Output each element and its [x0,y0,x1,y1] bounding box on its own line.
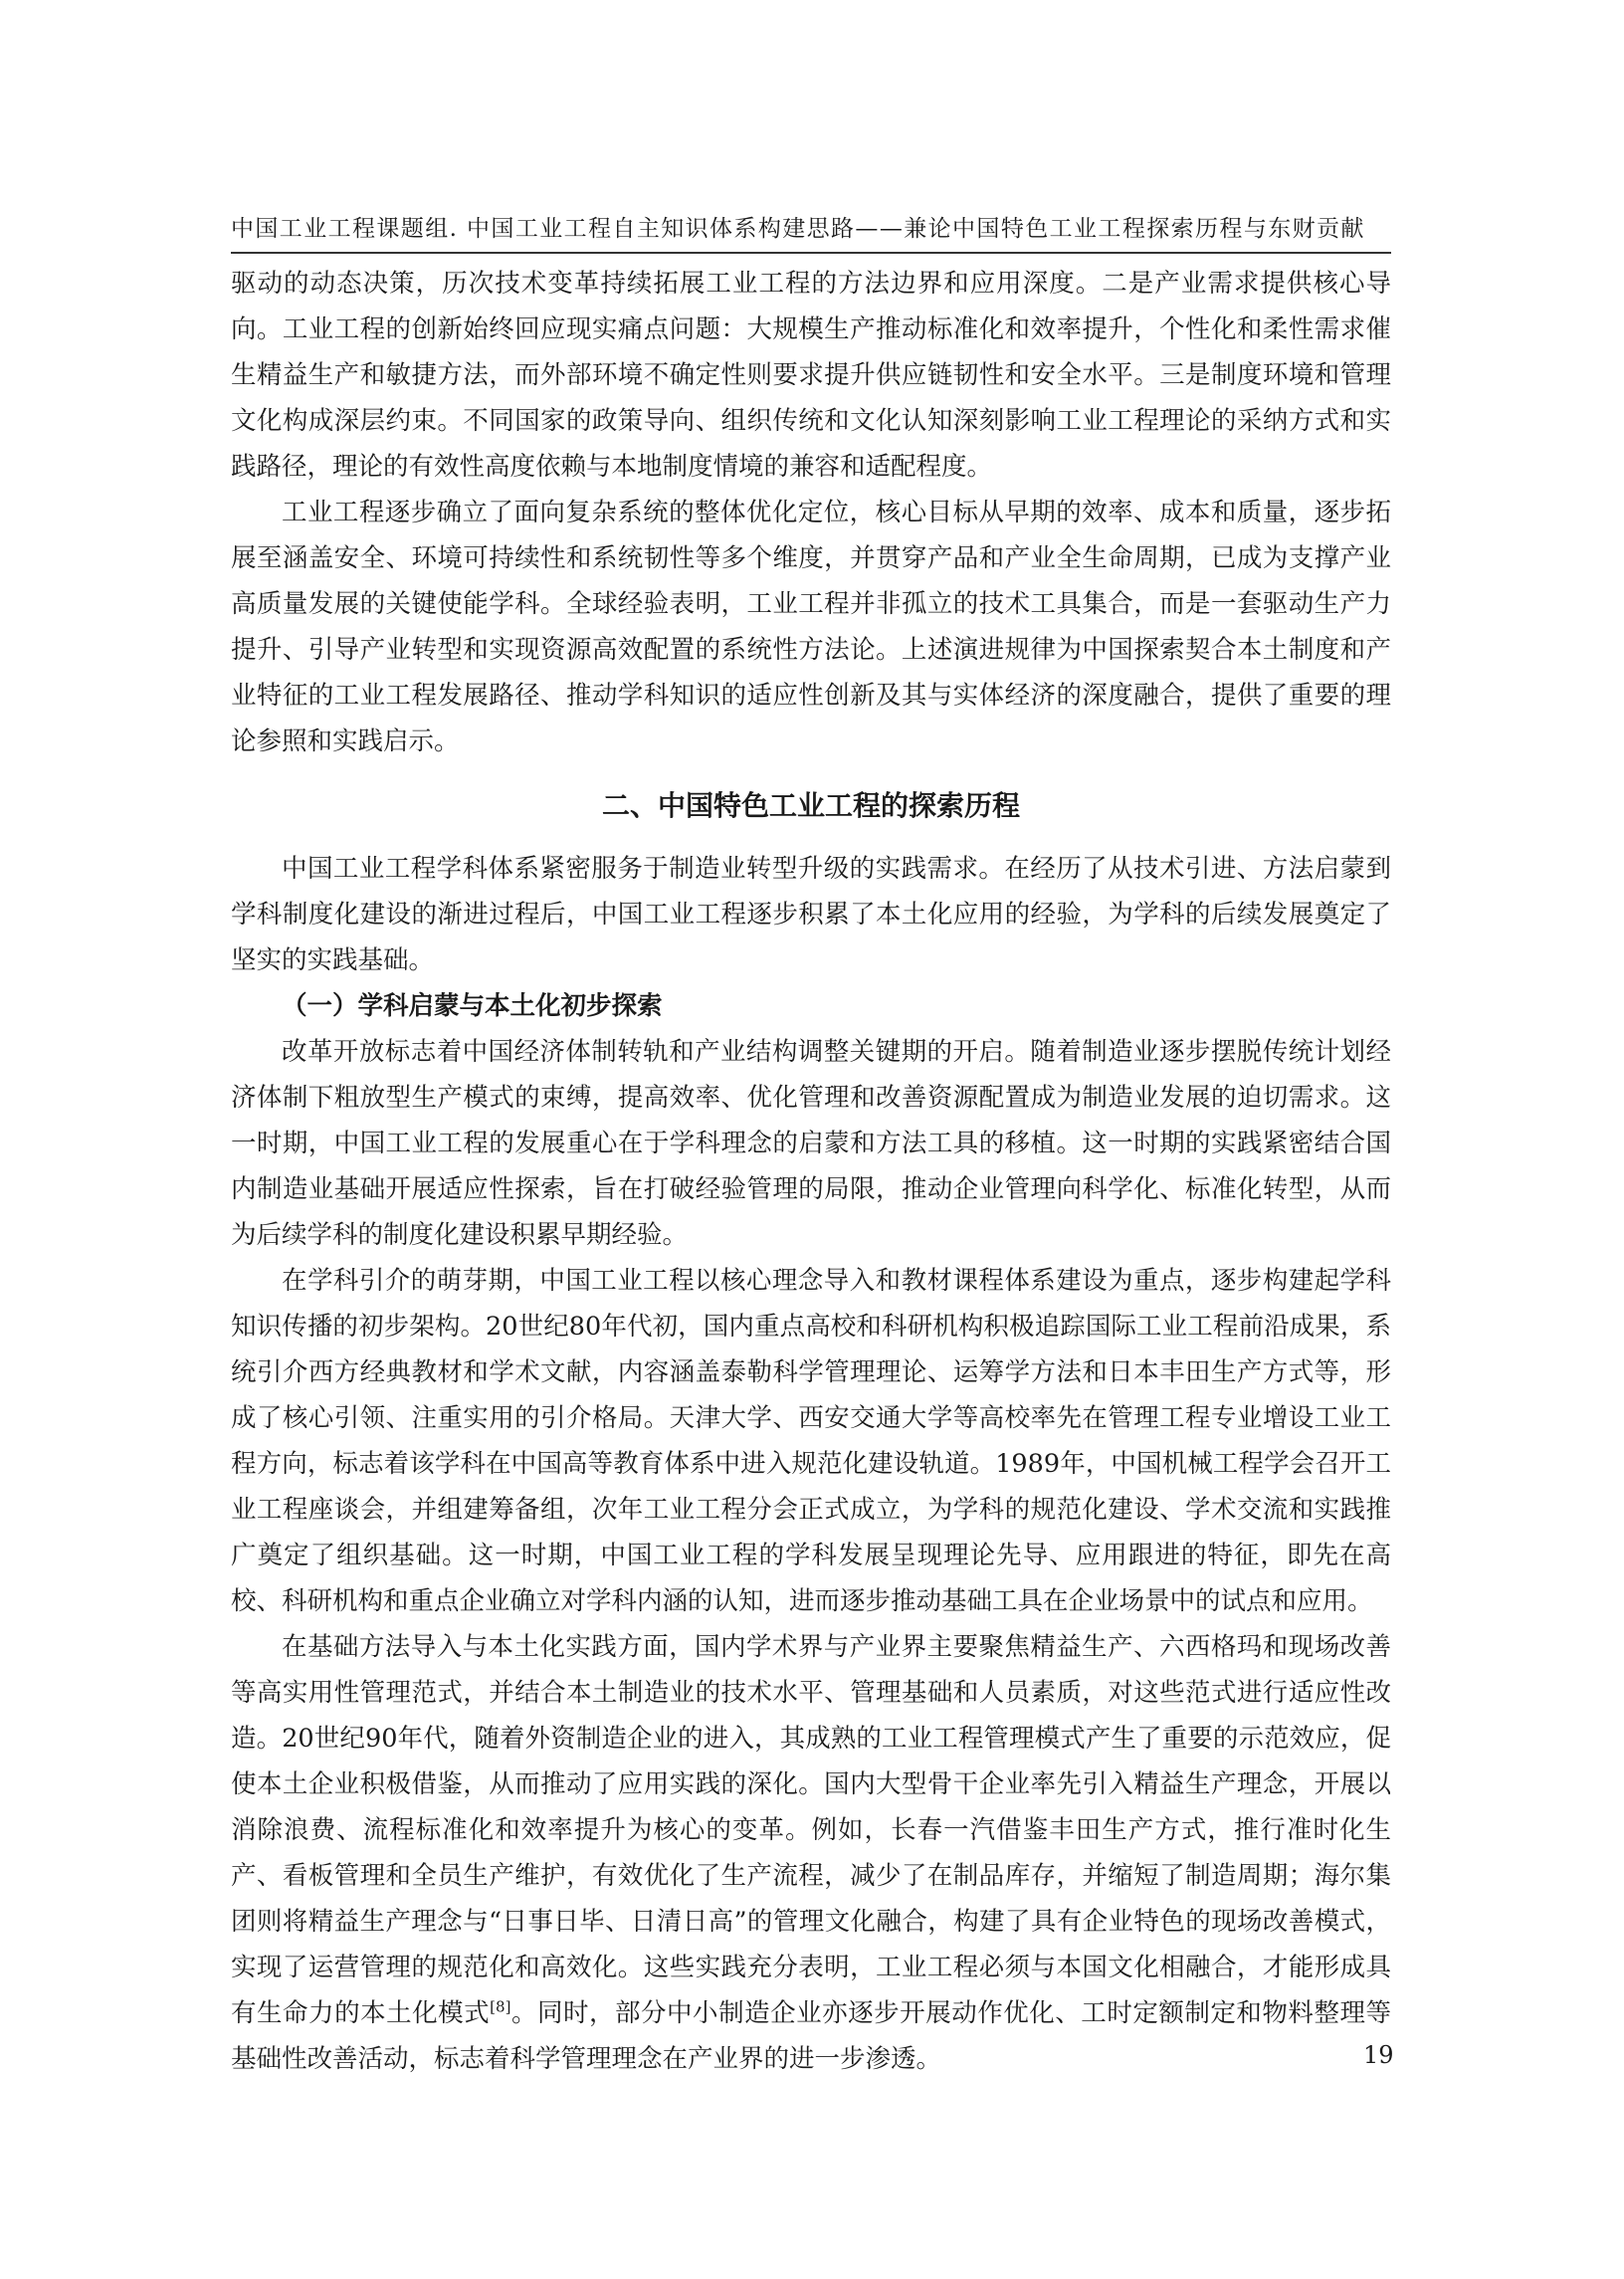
paragraph: 中国工业工程学科体系紧密服务于制造业转型升级的实践需求。在经历了从技术引进、方法启蒙到学科制度化建设的渐进过程后，中国工业工程逐步积累了本土化应用的经验，为学科的后续发展奠定了坚实的实践基础。 [231,854,1391,975]
section-heading: 二、中国特色工业工程的探索历程 [601,789,1020,822]
paragraph: 工业工程逐步确立了面向复杂系统的整体优化定位，核心目标从早期的效率、成本和质量，逐步拓展至涵盖安全、环境可持续性和系统韧性等多个维度，并贯穿产品和产业全生命周期，已成为支撑产业高质量发展的关键使能学科。全球经验表明，工业工程并非孤立的技术工具集合，而是一套驱动生产力提升、引导产业转型和实现资源高效配置的系统性方法论。上述演进规律为中国探索契合本土制度和产业特征的工业工程发展路径、推动学科知识的适应性创新及其与实体经济的深度融合，提供了重要的理论参照和实践启示。 [231,498,1391,756]
paragraph-text: 在基础方法导入与本土化实践方面，国内学术界与产业界主要聚焦精益生产、六西格玛和现场改善等高实用性管理范式，并结合本土制造业的技术水平、管理基础和人员素质，对这些范式进行适应性改造。20世纪90年代，随着外资制造企业的进入，其成熟的工业工程管理模式产生了重要的示范效应，促使本土企业积极借鉴，从而推动了应用实践的深化。国内大型骨干企业率先引入精益生产理念，开展以消除浪费、流程标准化和效率提升为核心的变革。例如，长春一汽借鉴丰田生产方式，推行准时化生产、看板管理和全员生产维护，有效优化了生产流程，减少了在制品库存，并缩短了制造周期；海尔集团则将精益生产理念与“日事日毕、日清日高”的管理文化融合，构建了具有企业特色的现场改善模式，实现了运营管理的规范化和高效化。这些实践充分表明，工业工程必须与本国文化相融合，才能形成具有生命力的本土化模式 [231,1632,1391,2028]
running-header: 中国工业工程课题组. 中国工业工程自主知识体系构建思路——兼论中国特色工业工程探索历程与东财贡献 [231,216,1365,242]
page-number: 19 [1363,2041,1394,2069]
paragraph-text: 。同时，部分中小制造企业亦逐步开展动作优化、工时定额制定和物料整理等基础性改善活动，标志着科学管理理念在产业界的进一步渗透。 [231,1998,1391,2074]
paragraph [231,1624,1394,2082]
paragraph: 在学科引介的萌芽期，中国工业工程以核心理念导入和教材课程体系建设为重点，逐步构建起学科知识传播的初步架构。20世纪80年代初，国内重点高校和科研机构积极追踪国际工业工程前沿成果，系统引介西方经典教材和学术文献，内容涵盖泰勒科学管理理论、运筹学方法和日本丰田生产方式等，形成了核心引领、注重实用的引介格局。天津大学、西安交通大学等高校率先在管理工程专业增设工业工程方向，标志着该学科在中国高等教育体系中进入规范化建设轨道。1989年，中国机械工程学会召开工业工程座谈会，并组建筹备组，次年工业工程分会正式成立，为学科的规范化建设、学术交流和实践推广奠定了组织基础。这一时期，中国工业工程的学科发展呈现理论先导、应用跟进的特征，即先在高校、科研机构和重点企业确立对学科内涵的认知，进而逐步推动基础工具在企业场景中的试点和应用。 [231,1266,1391,1616]
paragraph: 驱动的动态决策，历次技术变革持续拓展工业工程的方法边界和应用深度。二是产业需求提供核心导向。工业工程的创新始终回应现实痛点问题：大规模生产推动标准化和效率提升，个性化和柔性需求催生精益生产和敏捷方法，而外部环境不确定性则要求提升供应链韧性和安全水平。三是制度环境和管理文化构成深层约束。不同国家的政策导向、组织传统和文化认知深刻影响工业工程理论的采纳方式和实践路径，理论的有效性高度依赖与本地制度情境的兼容和适配程度。 [231,269,1391,482]
body-text [231,261,1394,2082]
subsection-heading: （一）学科启蒙与本土化初步探索 [282,991,663,1021]
citation-marker[interactable]: [8] [490,1997,511,2016]
paragraph: 改革开放标志着中国经济体制转轨和产业结构调整关键期的开启。随着制造业逐步摆脱传统计划经济体制下粗放型生产模式的束缚，提高效率、优化管理和改善资源配置成为制造业发展的迫切需求。这一时期，中国工业工程的发展重心在于学科理念的启蒙和方法工具的移植。这一时期的实践紧密结合国内制造业基础开展适应性探索，旨在打破经验管理的局限，推动企业管理向科学化、标准化转型，从而为后续学科的制度化建设积累早期经验。 [231,1037,1391,1250]
header-rule [231,252,1391,254]
